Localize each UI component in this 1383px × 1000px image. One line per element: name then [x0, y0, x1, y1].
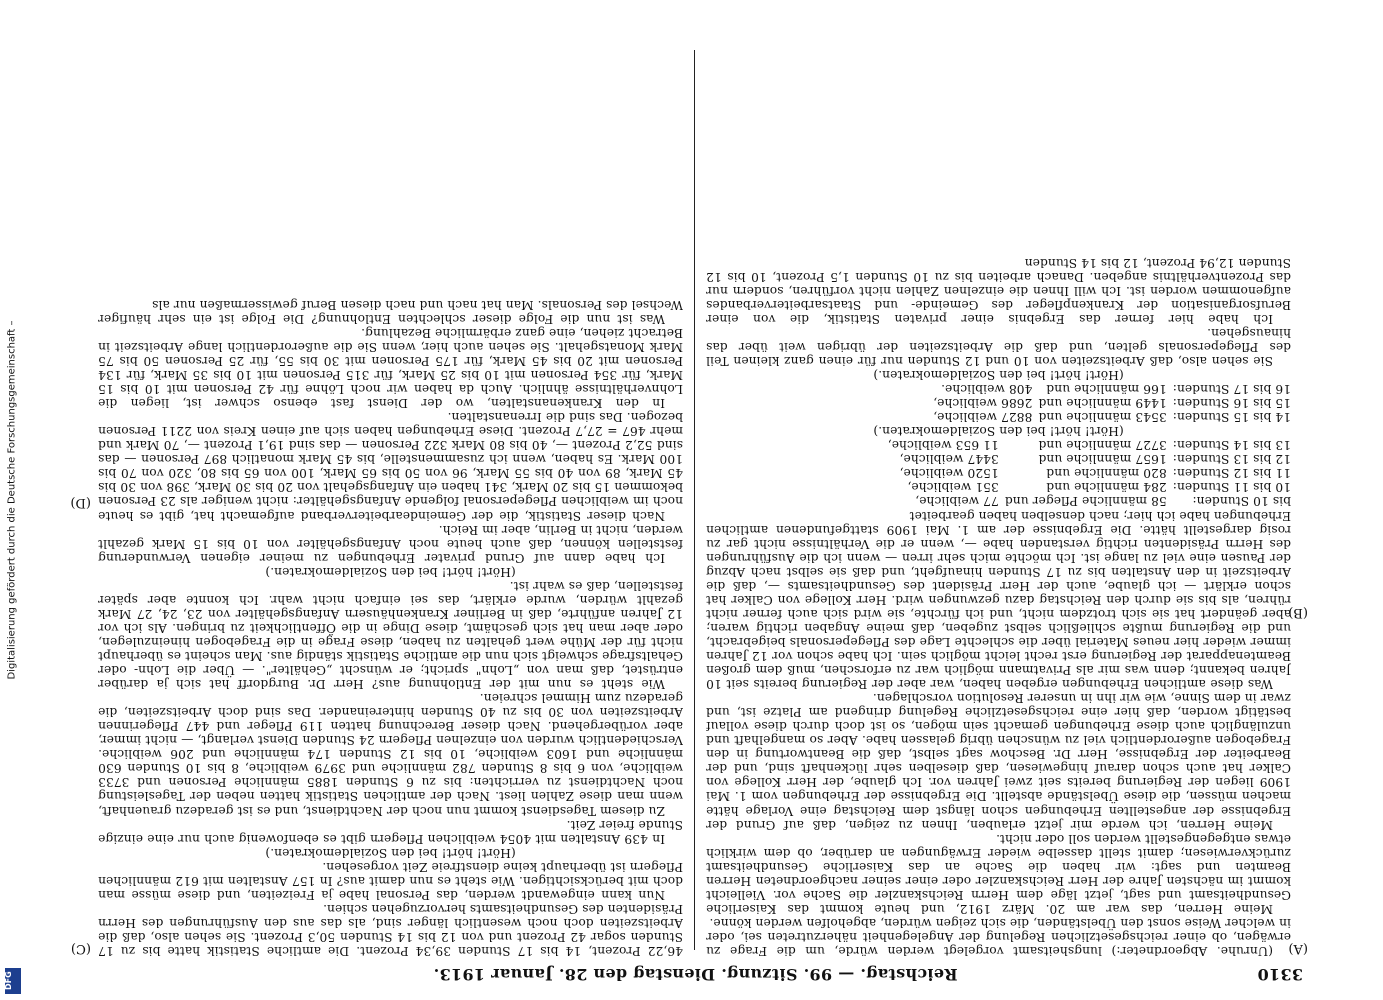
- table-cell: 3727 männliche und: [1038, 438, 1167, 453]
- page-header: [88, 964, 1303, 984]
- working-hours-table-2: [927, 382, 1291, 424]
- paragraph: (Unruhe. Abgeordneter:) lungsheitsamt vorgelegt werden würde, um die Frage zu erwägen, ob einer reichsgesetzlichen Regelung der Angelegenheit näherzutreten sei, oder in welcher Weise sonst den Übelständen, die sich zeigen würden, abgeholfen werden könne.: [706, 915, 1291, 958]
- table-row: [927, 396, 1291, 410]
- table-cell: 11 653 weibliche,: [887, 438, 999, 453]
- paragraph: Ich habe dann auf Grund privater Erhebungen zu meiner eigenen Verwunderung feststellen können, daß auch heute noch Anfangsgehälter von 10 bis 15 Mark gezahlt werden, nicht in Berlin, aber im Reich.: [98, 522, 683, 565]
- table-cell: 3543 männliche und: [1038, 410, 1167, 425]
- margin-marker-d: (D): [70, 495, 91, 510]
- right-column: [98, 43, 683, 958]
- interjection: (Hört! hört! bei den Sozialdemokraten.): [265, 845, 516, 860]
- interjection: (Hört! hört! bei den Sozialdemokraten.): [873, 424, 1124, 439]
- paragraph: Sie sehen also, daß Arbeitszeiten von 10 und 12 Stunden nur für einen ganz kleinen Teil des Pflegepersonals gelten, und daß die Arbeitszeiten der übrigen weit über das hinausgehen.: [706, 325, 1291, 369]
- paragraph: Ich habe hier ferner das Ergebnis einer privaten Statistik, die von einer Berufsorganisation der Krankenpfleger des Gemeinde- und Staatsarbeiterverbandes aufgenommen worden ist. Ich will Ihnen die einzelnen Zahlen nicht vorführen, sondern nur das Prozentverhältnis angeben. Danach arbeiten bis zu 10 Stunden 1,5 Prozent, 10 bis 12 Stunden 12,94 Prozent, 12 bis 14 Stunden: [706, 255, 1291, 326]
- table-cell: 10 bis 11 Stunden:: [1172, 480, 1291, 495]
- margin-marker-a: (A): [1288, 941, 1308, 956]
- table-cell: 13 bis 14 Stunden:: [1172, 438, 1291, 453]
- paragraph: Was ist nun die Folge dieser schlechten Entlohnung? Die Folge ist ein sehr häufiger Wechsel des Personals. Man hat nach und nach diesen Beruf gewissermaßen nur als: [98, 297, 683, 326]
- table-row: [882, 452, 1291, 466]
- column-divider: [694, 50, 695, 950]
- paragraph: Nach dieser Statistik, die der Gemeindearbeiterverband aufgemacht hat, gibt es heute noch im weiblichen Pflegepersonal folgende Anfangsgehälter: nicht weniger als 23 Personen bekommen 15 bis 20 Mark, 341 haben ein Anfangsgehalt von 20 bis 30 Mark, 398 von 30 bis 45 Mark, 89 von 40 bis 55 Mark, 96 von 50 bis 65 Mark, 100 von 65 bis 80, 320 von 70 bis 100 Mark. Es haben, wenn ich zusammenstelle, bis 45 Mark monatlich 897 Personen — das sind 52,2 Prozent —, 40 bis 80 Mark 322 Personen — das sind 19,1 Prozent —, 70 Mark und mehr 467 = 27,7 Prozent. Diese Erhebungen haben sich auf einen Kreis von 2211 Personen bezogen. Das sind die Irrenanstalten.: [98, 410, 683, 523]
- table-cell: 14 bis 15 Stunden:: [1172, 410, 1291, 425]
- table-cell: 166 männliche und: [1046, 382, 1167, 397]
- left-column: [706, 43, 1291, 958]
- paragraph: In den Krankenanstalten, wo der Dienst fast ebenso schwer ist, liegen die Lohnverhältnisse ähnlich. Auch da haben wir noch Löhne für 42 Personen mit 10 bis 15 Mark, für 354 Personen mit 10 bis 25 Mark, für 315 Personen mit 10 bis 35 Mark, für 134 Personen mit 20 bis 45 Mark, für 175 Personen mit 30 bis 55, für 25 Personen 50 bis 75 Mark Monatsgehalt. Sie sehen auch hier, wenn Sie die außerordentlich lange Arbeitszeit in Betracht ziehen, eine ganz erbärmliche Bezahlung.: [98, 325, 683, 411]
- paragraph: Wie steht es nun mit der Entlohnung aus? Herr Dr. Burgdorff hat sich ja darüber entrüstet, daß man von „Lohn" spricht; er wünscht „Gehälter". — Über die Lohn- oder Gehaltsfrage schweigt sich nun die amtliche Statistik ständig aus. Man scheint es überhaupt nicht für der Mühe wert gehalten zu haben, diese Frage in die Fragebogen hineinzulegen, oder aber man hat sich geschämt, diese Dinge in die Öffentlichkeit zu bringen. Als ich vor 12 Jahren anführte, daß in Berliner Krankenhäusern Anfangsgehälter von 23, 24, 27 Mark gezahlt würden, wurde erklärt, das sei einfach nicht wahr. Ich konnte aber später feststellen, daß es wahr ist.: [98, 578, 683, 692]
- table-cell: 15 bis 16 Stunden:: [1172, 396, 1291, 411]
- margin-marker-c: (C): [70, 941, 91, 956]
- table-cell: 12 bis 13 Stunden:: [1172, 452, 1291, 467]
- paragraph: Zu diesem Tagesdienst kommt nun noch der Nachtdienst, und es ist geradezu grauenhaft, wenn man diese Zahlen liest. Nach der amtlichen Statistik hatten neben der Tagesleistung noch Nachtdienst zu verrichten: bis zu 6 Stunden 1885 männliche Personen und 3733 weibliche, von 6 bis 8 Stunden 782 männliche und 3979 weibliche, 8 bis 10 Stunden 630 männliche und 1603 weibliche, 10 bis 12 Stunden 174 männliche und 206 weibliche. Verschiedentlich wurden von einzelnen Pflegern 24 Stunden Dienst verlangt, — nicht immer, aber vorübergehend. Nach dieser Berechnung hatten 119 Pfleger und 447 Pflegerinnen Arbeitszeiten von 30 bis zu 40 Stunden hintereinander. Das sind doch Arbeitszeiten, die geradezu zum Himmel schreien.: [98, 691, 683, 818]
- table-cell: 351 weibliche,: [907, 480, 999, 495]
- table-row: [882, 466, 1291, 480]
- table-row: [882, 480, 1291, 494]
- table-cell: 3447 weibliche,: [899, 452, 999, 467]
- page-number: 3310: [1257, 965, 1303, 984]
- table-cell: bis 10 Stunden:: [1192, 494, 1291, 509]
- interjection: (Hört! hört! bei den Sozialdemokraten.): [265, 564, 516, 579]
- paragraph: Meine Herren, das war am 20. März 1912, und heute kommt das Kaiserliche Gesundheitsamt und sagt, jetzt läge dem Herrn Reichskanzler die Sache vor. Vielleicht kommt im nächsten Jahre der Herr Reichskanzler oder einer seiner nachgeordneten Herren Beamten und sagt: wir haben die Sache an das Kaiserliche Gesundheitsamt zurückverwiesen; damit stellt dasselbe wieder Erwägungen an darüber, ob dem wirklich etwas entgegengestellt werden soll oder nicht.: [706, 831, 1291, 916]
- table-cell: 58 männliche Pfleger und: [1004, 494, 1167, 509]
- table-cell: 820 männliche und: [1046, 466, 1167, 481]
- table-cell: 11 bis 12 Stunden:: [1172, 466, 1291, 481]
- credit-text: Digitalisierung gefördert durch die Deutsche Forschungsgemeinschaft –: [6, 320, 18, 680]
- paragraph: Nun kann eingewandt werden, das Personal habe ja Freizeiten, und diese müsse man doch mit berücksichtigen. Wie steht es nun damit aus? In 157 Anstalten mit 612 männlichen Pflegern ist überhaupt keine dienstfreie Zeit vorgesehen.: [98, 859, 683, 902]
- table-cell: 16 bis 17 Stunden:: [1172, 382, 1291, 397]
- paragraph: Was diese amtlichen Erhebungen ergeben haben, war aber der Regierung bereits seit 10 Jahren bekannt; denn was mir als Privatmann möglich war zu erforschen, muß dem großen Beamtenapparat der Regierung erst recht leicht möglich sein. Ich habe schon vor 12 Jahren immer wieder hier neues Material über die schlechte Lage des Pflegepersonals beigebracht, und die Regierung mußte schließlich selbst zugeben, daß meine Angaben richtig waren; aber geändert hat sie sich trotzdem nicht, und ich fürchte, sie wird sich auch ferner nicht rühren, als bis sie durch den Reichstag dazu gezwungen wird. Herr Kollege von Calker hat schon erklärt — ich glaube, auch der Herr Präsident des Gesundheitsamts —, daß die Arbeitszeit in den Anstalten bis zu 17 Stunden hinaufgeht, und daß sie selbst nach Abzug der Pausen eine viel zu lange ist. Ich möchte mich sehr irren — wenn ich die Ausführungen des Herrn Präsidenten richtig verstanden habe —, wenn er die Verhältnisse nicht gar zu rosig dargestellt hätte. Die Ergebnisse der am 1. Mai 1909 stattgefundenen amtlichen Erhebungen habe ich hier; nach denselben haben gearbeitet: [706, 508, 1291, 692]
- table-cell: 1657 männliche und: [1038, 452, 1167, 467]
- table-cell: 1520 weibliche,: [899, 466, 999, 481]
- table-cell: 8827 weibliche,: [933, 410, 1033, 425]
- table-cell: 408 weibliche.: [940, 382, 1033, 397]
- table-row: [882, 494, 1291, 508]
- table-cell: 1449 männliche und: [1038, 396, 1167, 411]
- table-cell: 2686 weibliche,: [933, 396, 1033, 411]
- paragraph: 46,22 Prozent, 14 bis 17 Stunden 39,34 Prozent. Die amtliche Statistik hatte bis zu 17 Stunden sogar 42 Prozent und von 12 bis 14 Stunden 50,3 Prozent. Sie sehen also, daß die Arbeitszeiten doch noch wesentlich länger sind, als das aus den Ausführungen des Herrn Präsidenten des Gesundheitsamts hervorzugehen schien.: [98, 901, 683, 958]
- dfg-logo-icon: DFG: [5, 968, 21, 994]
- paragraph: Meine Herren, ich werde mir jetzt erlauben, Ihnen zu zeigen, daß auf Grund der Ergebnisse der angestellten Erhebungen schon längst dem Reichstag eine Vorlage hätte machen müssen, die diese Übelstände abstellt. Die Ergebnisse der Erhebungen vom 1. Mai 1909 liegen der Regierung bereits seit zwei Jahren vor. Ich glaube, der Herr Kollege von Calker hat auch schon darauf hingewiesen, daß dieselben sehr lückenhaft sind, und der Bearbeiter der Ergebnisse, Herr Dr. Beschow sagt selbst, daß die Beantwortung in den Fragebogen außerordentlich viel zu wünschen übrig gelassen habe. Aber so mangelhaft und unzulänglich auch diese Erhebungen gemacht sein mögen, so ist doch durch diese vollauf bestätigt worden, daß hier eine reichsgesetzliche Regelung dringend am Platze ist, und zwar in dem Sinne, wie wir ihn in unserer Resolution vorschlagen.: [706, 691, 1291, 832]
- table-cell: 77 weibliche,: [915, 494, 999, 509]
- table-row: [927, 410, 1291, 424]
- table-row: [882, 438, 1291, 452]
- working-hours-table-1: [882, 438, 1291, 508]
- digitization-credit: [2, 0, 22, 1000]
- running-title: Reichstag. — 99. Sitzung. Dienstag den 28. Januar 1913.: [433, 965, 958, 984]
- paragraph: In 439 Anstalten mit 4054 weiblichen Pflegern gibt es ebenfowenig auch nur eine einzige Stunde freier Zeit.: [98, 817, 683, 846]
- table-cell: 284 männliche und: [1046, 480, 1167, 495]
- margin-marker-b: (B): [1288, 605, 1308, 620]
- interjection: (Hört! hört! bei den Sozialdemokraten.): [873, 368, 1124, 383]
- table-row: [927, 382, 1291, 396]
